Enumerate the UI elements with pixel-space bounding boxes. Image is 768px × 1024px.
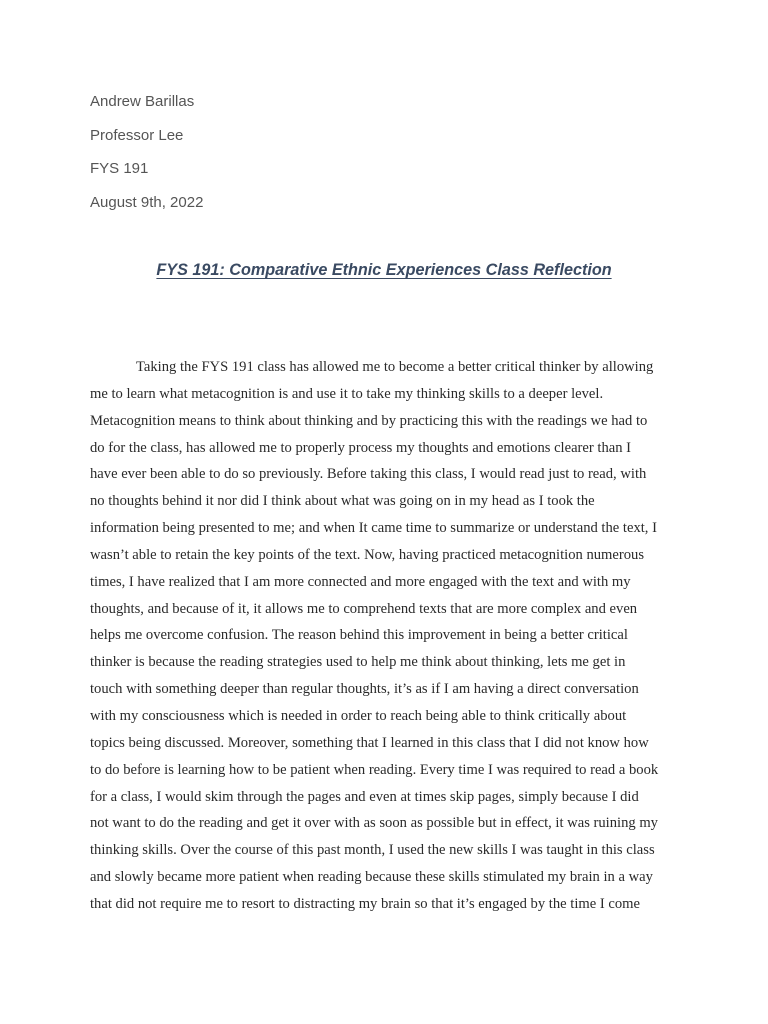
document-header <box>90 92 690 227</box>
body-line: with my consciousness which is needed in order to reach being able to think critically about <box>90 707 627 724</box>
student-name: Andrew Barillas <box>90 93 195 110</box>
body-line: me to learn what metacognition is and use it to take my thinking skills to a deeper level. <box>90 385 604 402</box>
body-line: thinking skills. Over the course of this past month, I used the new skills I was taught in this class <box>90 842 655 859</box>
body-line: for a class, I would skim through the pages and even at times skip pages, simply because I did <box>90 788 639 805</box>
body-line: have ever been able to do so previously. Before taking this class, I would read just to read, with <box>90 466 647 483</box>
body-line: and slowly became more patient when reading because these skills stimulated my brain in a way <box>90 869 653 886</box>
body-line: topics being discussed. Moreover, something that I learned in this class that I did not know how <box>90 734 649 751</box>
body-line: thinker is because the reading strategies used to help me think about thinking, lets me get in <box>90 654 626 671</box>
body-line: thoughts, and because of it, it allows me to comprehend texts that are more complex and even <box>90 600 638 617</box>
course-code: FYS 191 <box>90 160 149 178</box>
body-line: no thoughts behind it nor did I think about what was going on in my head as I took the <box>90 493 595 510</box>
body-line: Metacognition means to think about thinking and by practicing this with the readings we had to <box>90 412 648 429</box>
document-title: FYS 191: Comparative Ethnic Experiences Class Reflection <box>156 261 612 279</box>
body-line: helps me overcome confusion. The reason behind this improvement in being a better critical <box>90 627 628 644</box>
body-line: touch with something deeper than regular thoughts, it’s as if I am having a direct conversation <box>90 681 639 698</box>
body-line: to do before is learning how to be patient when reading. Every time I was required to read a book <box>90 761 659 778</box>
body-line: wasn’t able to retain the key points of the text. Now, having practiced metacognition numerous <box>90 546 645 563</box>
body-line: information being presented to me; and when It came time to summarize or understand the text, I <box>90 520 657 537</box>
body-line: times, I have realized that I am more connected and more engaged with the text and with my <box>90 573 631 590</box>
body-paragraph <box>90 355 690 919</box>
body-line: Taking the FYS 191 class has allowed me to become a better critical thinker by allowing <box>136 359 654 375</box>
body-line: do for the class, has allowed me to properly process my thoughts and emotions clearer than I <box>90 439 632 456</box>
body-line: not want to do the reading and get it over with as soon as possible but in effect, it was ruining my <box>90 815 658 832</box>
document-date: August 9th, 2022 <box>90 194 204 212</box>
body-line: that did not require me to resort to distracting my brain so that it’s engaged by the time I come <box>90 895 640 912</box>
professor-name: Professor Lee <box>90 126 184 144</box>
